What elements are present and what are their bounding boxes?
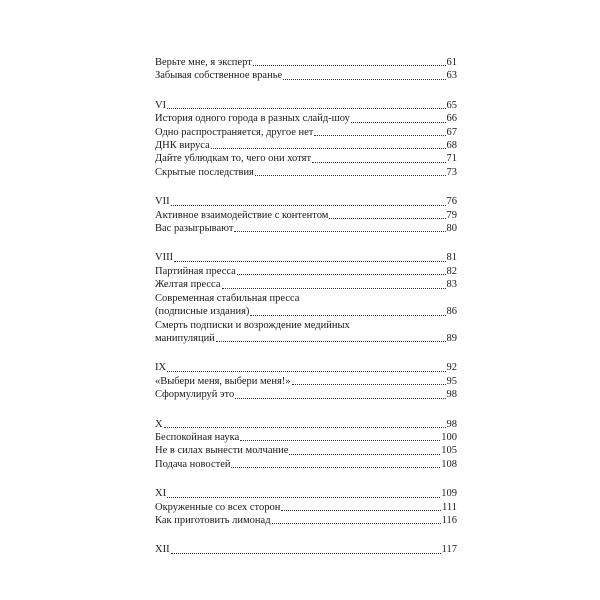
toc-entry[interactable]: [155, 388, 457, 401]
toc-page-number: 117: [441, 544, 457, 556]
dot-leader: [250, 315, 445, 316]
toc-page-number: 111: [442, 501, 457, 513]
toc-entry[interactable]: [155, 444, 457, 457]
toc-entry-multiline[interactable]: [155, 319, 457, 346]
toc-page-number: 61: [446, 57, 457, 68]
dot-leader: [283, 79, 445, 80]
toc-page-number: 79: [446, 209, 457, 221]
dot-leader: [281, 510, 441, 511]
toc-page-number: 95: [446, 375, 457, 387]
toc-page-number: 105: [441, 445, 457, 457]
toc-entry-title: манипуляций: [155, 332, 215, 344]
toc-entry-title: (подписные издания): [155, 306, 250, 318]
toc-page-number: 63: [446, 70, 457, 82]
toc-entry[interactable]: [155, 166, 457, 179]
dot-leader: [272, 523, 441, 524]
toc-page-number: 109: [441, 488, 457, 500]
toc-chapter-entry[interactable]: [155, 543, 457, 556]
toc-chapter-number: IX: [155, 362, 167, 374]
toc-entry[interactable]: [155, 431, 457, 444]
toc-group: [155, 361, 457, 401]
toc-group: [155, 543, 457, 556]
toc-group: [155, 487, 457, 527]
toc-entry[interactable]: [155, 458, 457, 471]
toc-chapter-number: VII: [155, 196, 170, 208]
toc-chapter-number: XI: [155, 488, 167, 500]
toc-entry[interactable]: [155, 375, 457, 388]
toc-entry-title: Одно распространяется, другое нет: [155, 126, 314, 138]
toc-entry[interactable]: [155, 278, 457, 291]
dot-leader: [253, 65, 446, 66]
dot-leader: [240, 440, 440, 441]
toc-page-number: 68: [446, 140, 457, 152]
toc-entry-title: Вас разыгрывают: [155, 223, 234, 235]
toc-chapter-number: XII: [155, 544, 170, 556]
toc-entry-title-line1: Смерть подписки и возрождение медийных: [155, 319, 350, 331]
dot-leader: [222, 288, 446, 289]
dot-leader: [167, 371, 445, 372]
toc-entry[interactable]: [155, 139, 457, 152]
toc-page-number: 89: [446, 332, 457, 344]
toc-entry-title: Активное взаимодействие с контентом: [155, 209, 329, 221]
dot-leader: [171, 553, 441, 554]
toc-page-number: 98: [446, 418, 457, 430]
dot-leader: [255, 175, 446, 176]
toc-chapter-entry[interactable]: [155, 251, 457, 264]
dot-leader: [292, 384, 446, 385]
dot-leader: [237, 274, 446, 275]
toc-entry[interactable]: [155, 112, 457, 125]
toc-entry-title: «Выбери меня, выбери меня!»: [155, 375, 291, 387]
toc-entry[interactable]: [155, 152, 457, 165]
toc-page-number: 66: [446, 113, 457, 125]
dot-leader: [216, 341, 446, 342]
toc-entry[interactable]: [155, 222, 457, 235]
dot-leader: [171, 205, 446, 206]
toc-entry-title: Партийная пресса: [155, 265, 236, 277]
toc-entry[interactable]: [155, 69, 457, 82]
toc-chapter-number: X: [155, 418, 163, 430]
toc-entry-multiline[interactable]: [155, 292, 457, 319]
toc-entry-title: Беспокойная наука: [155, 431, 240, 443]
toc-entry-title: Подача новостей: [155, 458, 231, 470]
toc-page-number: 76: [446, 196, 457, 208]
toc-entry-title: Окруженные со всех сторон: [155, 501, 281, 513]
toc-page-number: 92: [446, 362, 457, 374]
dot-leader: [167, 108, 445, 109]
dot-leader: [234, 231, 445, 232]
toc-chapter-entry[interactable]: [155, 418, 457, 431]
toc-entry[interactable]: [155, 265, 457, 278]
toc-group: [155, 195, 457, 235]
toc-entry[interactable]: [155, 126, 457, 139]
dot-leader: [235, 398, 445, 399]
toc-entry: [155, 332, 457, 345]
toc-entry-title: История одного города в разных слайд-шоу: [155, 113, 350, 125]
toc-page-number: 65: [446, 99, 457, 111]
toc-group: [155, 418, 457, 472]
toc-page-number: 67: [446, 126, 457, 138]
toc-entry[interactable]: [155, 209, 457, 222]
dot-leader: [289, 454, 440, 455]
toc-entry[interactable]: [155, 514, 457, 527]
dot-leader: [231, 467, 440, 468]
dot-leader: [174, 261, 445, 262]
toc-page-number: 116: [441, 514, 457, 526]
toc-chapter-number: VIII: [155, 252, 174, 264]
toc-page-number: 86: [446, 306, 457, 318]
table-of-contents: [155, 56, 457, 573]
dot-leader: [329, 218, 445, 219]
toc-page-number: 100: [441, 431, 457, 443]
toc-page-number: 98: [446, 389, 457, 401]
dot-leader: [164, 427, 446, 428]
toc-page-number: 80: [446, 223, 457, 235]
toc-page-number: 82: [446, 265, 457, 277]
toc-group: [155, 56, 457, 83]
toc-chapter-entry[interactable]: [155, 195, 457, 208]
toc-page-number: 81: [446, 252, 457, 264]
toc-entry[interactable]: [155, 56, 457, 69]
toc-entry-title: ДНК вируса: [155, 140, 210, 152]
toc-page-number: 83: [446, 279, 457, 291]
toc-group: [155, 251, 457, 345]
toc-entry-title: Не в силах вынести молчание: [155, 445, 289, 457]
dot-leader: [167, 497, 440, 498]
dot-leader: [351, 122, 446, 123]
toc-entry-title: Сформулируй это: [155, 389, 235, 401]
toc-entry-title: Как приготовить лимонад: [155, 514, 271, 526]
toc-chapter-entry[interactable]: [155, 99, 457, 112]
toc-entry-title: Забывая собственное вранье: [155, 70, 283, 82]
dot-leader: [314, 135, 445, 136]
toc-entry-title: Дайте ублюдкам то, чего они хотят: [155, 153, 312, 165]
toc-entry-title: Скрытые последствия: [155, 166, 254, 178]
toc-chapter-entry[interactable]: [155, 487, 457, 500]
toc-entry[interactable]: [155, 501, 457, 514]
toc-entry-title: Верьте мне, я эксперт: [155, 57, 252, 68]
toc-entry: [155, 305, 457, 318]
toc-chapter-entry[interactable]: [155, 361, 457, 374]
toc-entry-title: Желтая пресса: [155, 279, 221, 291]
toc-chapter-number: VI: [155, 99, 167, 111]
toc-group: [155, 99, 457, 179]
toc-page-number: 73: [446, 166, 457, 178]
dot-leader: [312, 162, 445, 163]
toc-page-number: 71: [446, 153, 457, 165]
dot-leader: [211, 148, 446, 149]
toc-page-number: 108: [441, 458, 457, 470]
toc-entry-title-line1: Современная стабильная пресса: [155, 292, 300, 304]
